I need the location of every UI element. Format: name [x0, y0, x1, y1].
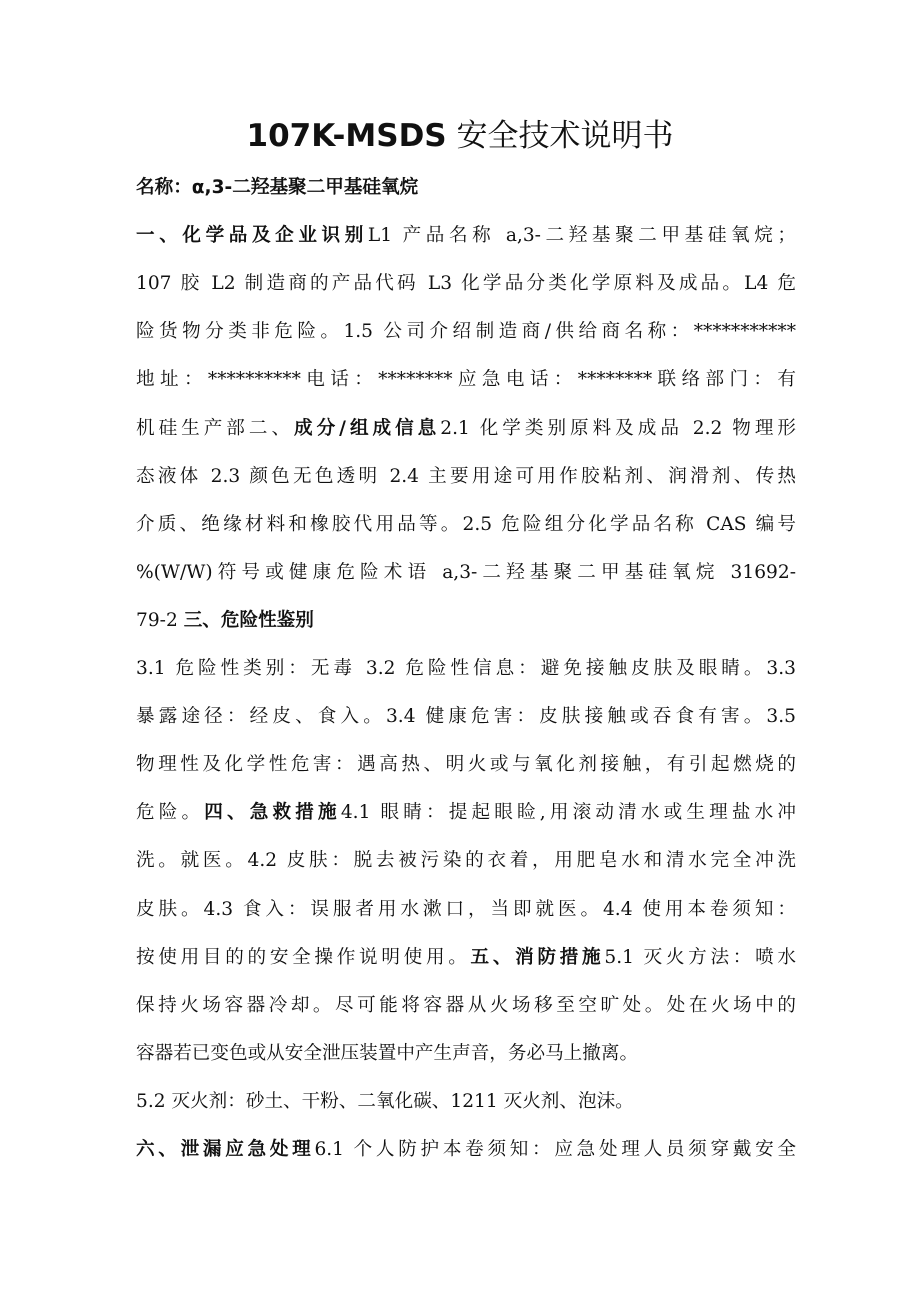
section-heading: 四、急救措施 — [204, 802, 341, 823]
text-line — [136, 505, 796, 545]
body-text: 暴露途径：经皮、食入。3.4 健康危害：皮肤接触或吞食有害。3.5 — [136, 706, 796, 727]
body-text: 4.1 眼睛：提起眼睑,用滚动清水或生理盐水冲 — [340, 802, 796, 823]
body-text: 6.1 个人防护本卷须知：应急处理人员须穿戴安全 — [314, 1139, 796, 1160]
section-heading: 六、泄漏应急处理 — [136, 1139, 315, 1160]
section-heading: 三、危险性鉴别 — [183, 610, 314, 631]
body-text: 危险。 — [136, 802, 205, 823]
section-heading: 一、化学品及企业识别 — [136, 225, 368, 246]
text-line — [136, 1034, 796, 1074]
body-text: 险货物分类非危险。1.5 公司介绍制造商/供给商名称：*********** — [136, 321, 796, 342]
text-line — [136, 457, 796, 497]
text-line — [136, 168, 796, 208]
text-line — [136, 1130, 796, 1170]
body-text: 5.2 灭火剂：砂土、干粉、二氧化碳、1211 灭火剂、泡沫。 — [136, 1091, 634, 1112]
text-line — [136, 697, 796, 737]
text-line — [136, 216, 796, 256]
body-text: 5.1 灭火方法：喷水 — [604, 947, 796, 968]
body-text: 79-2 — [136, 610, 184, 631]
text-line — [136, 986, 796, 1026]
body-text: 按使用目的的安全操作说明使用。 — [136, 947, 471, 968]
text-line — [136, 890, 796, 930]
text-line — [136, 312, 796, 352]
text-line — [136, 601, 796, 641]
body-text: 3.1 危险性类别：无毒 3.2 危险性信息：避免接触皮肤及眼睛。3.3 — [136, 658, 796, 679]
body-text: 介质、绝缘材料和橡胶代用品等。2.5 危险组分化学品名称 CAS 编号 — [136, 514, 796, 535]
section-heading: 成分/组成信息 — [294, 418, 441, 439]
body-text: 皮肤。4.3 食入：误服者用水漱口，当即就医。4.4 使用本卷须知： — [136, 899, 796, 920]
body-text: 107 胶 L2 制造商的产品代码 L3 化学品分类化学原料及成品。L4 危 — [136, 273, 796, 294]
text-line — [136, 745, 796, 785]
section-heading: 五、消防措施 — [470, 947, 605, 968]
section-heading: 名称：α,3-二羟基聚二甲基硅氧烷 — [136, 177, 419, 198]
body-text: 洗。就医。4.2 皮肤：脱去被污染的衣着，用肥皂水和清水完全冲洗 — [136, 850, 796, 871]
body-text: L1 产品名称 a,3-二羟基聚二甲基硅氧烷； — [367, 225, 796, 246]
text-line — [136, 360, 796, 400]
text-line — [136, 264, 796, 304]
page-title — [0, 108, 920, 164]
text-line — [136, 938, 796, 978]
body-text: 2.1 化学类别原料及成品 2.2 物理形 — [440, 418, 796, 439]
text-line — [136, 553, 796, 593]
text-line — [136, 793, 796, 833]
title-code: 107K-MSDS — [246, 118, 447, 154]
text-line — [136, 409, 796, 449]
text-line — [136, 841, 796, 881]
body-text: %(W/W)符号或健康危险术语 a,3-二羟基聚二甲基硅氧烷 31692- — [136, 562, 796, 583]
body-text: 保持火场容器冷却。尽可能将容器从火场移至空旷处。处在火场中的 — [136, 995, 796, 1016]
text-line — [136, 649, 796, 689]
title-text: 安全技术说明书 — [446, 118, 674, 154]
text-line — [136, 1082, 796, 1122]
body-text: 物理性及化学性危害：遇高热、明火或与氧化剂接触，有引起燃烧的 — [136, 754, 796, 775]
body-text: 地址：**********电话：********应急电话：********联络部门：有 — [136, 369, 796, 390]
body-text: 机硅生产部二、 — [136, 418, 295, 439]
body-text: 容器若已变色或从安全泄压装置中产生声音，务必马上撤离。 — [136, 1043, 639, 1064]
body-text: 态液体 2.3 颜色无色透明 2.4 主要用途可用作胶粘剂、润滑剂、传热 — [136, 466, 796, 487]
